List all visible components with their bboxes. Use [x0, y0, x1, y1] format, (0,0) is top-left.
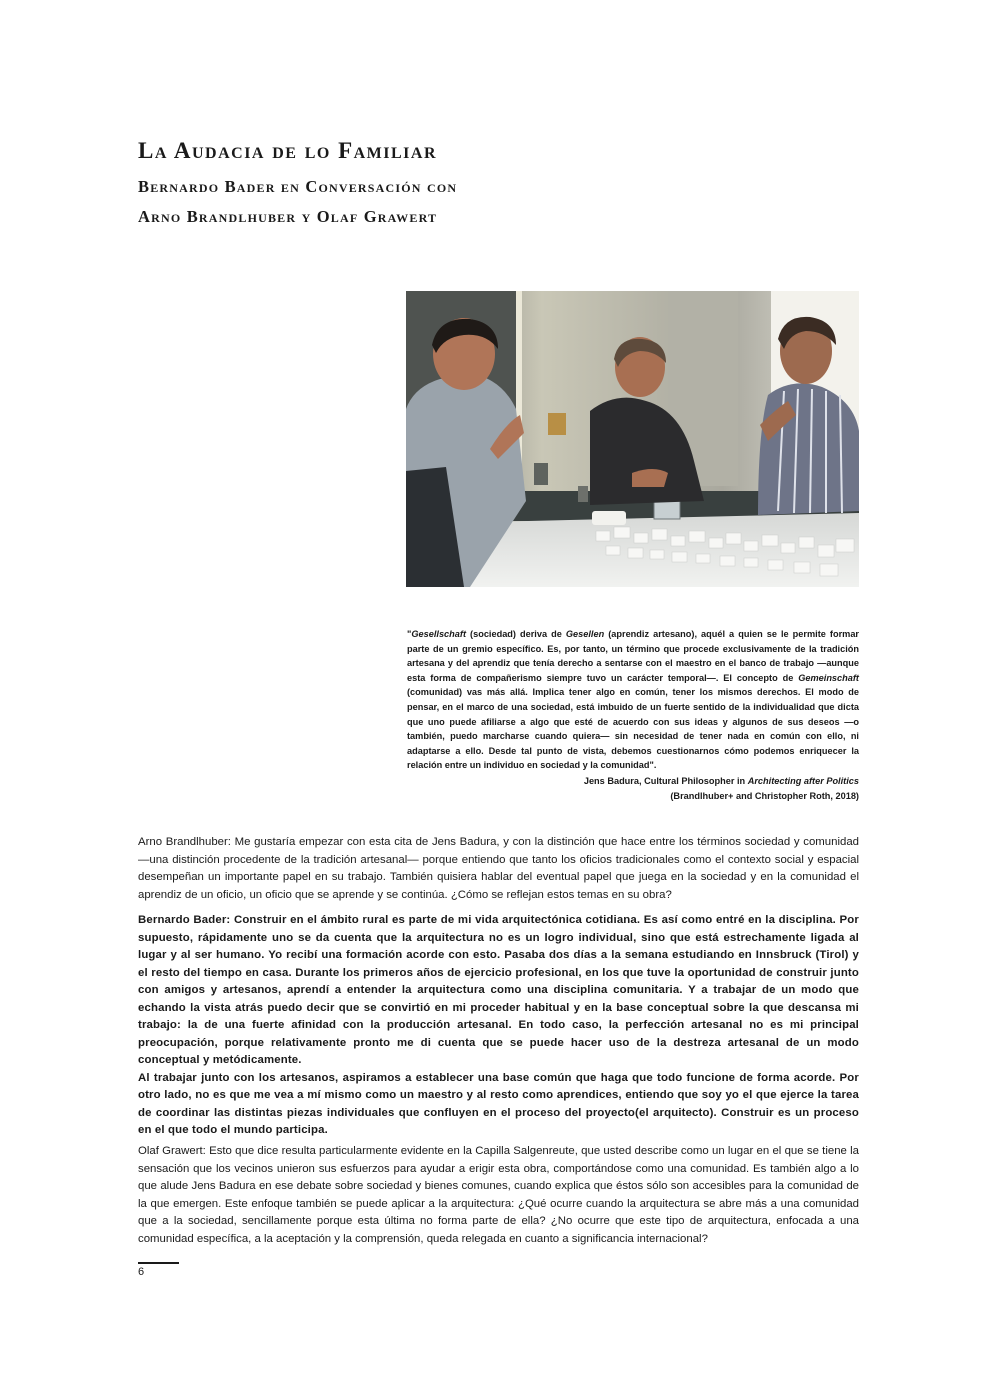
quote-segment: "	[407, 629, 412, 639]
quote-term-gemeinschaft: Gemeinschaft	[798, 672, 859, 683]
bader-answer-part-1: Bernardo Bader: Construir en el ámbito rural es parte de mi vida arquitectónica cotidiana. Es así como entré en la disciplina. Por supuesto, rápidamente uno se da cuenta que la arquitectura no es un logro individual, sino que está estrechamente ligada al lugar y al ser humano. Yo recibí una formación acorde con esto. Pasaba dos días a la semana estudiando en Innsbruck (Tirol) y el resto del tiempo en casa. Durante los primeros años de ejercicio profesional, en los que tuve la oportunidad de construir junto con amigos y artesanos, aprendí a entender la arquitectura como una disciplina comunitaria. Y a trabajar de un modo que echando la vista atrás puedo decir que se convirtió en mi proceder habitual y en la base conceptual sobre la que descansa mi trabajo: la de una fuerte afinidad con la producción artesanal. En todo caso, la perfección artesanal no es mi principal preocupación, porque relativamente pronto me di cuenta que se puede hacer uso de la destreza artesanal de un modo conceptual y metódicamente.	[138, 914, 859, 1066]
quote-term-gesellschaft: Gesellschaft	[411, 629, 466, 639]
footer-rule	[138, 1262, 179, 1264]
article-subtitle-line-1: Bernardo Bader en Conversación con	[138, 177, 458, 196]
interview-photo	[406, 291, 859, 587]
body-paragraph-grawert: Olaf Grawert: Esto que dice resulta particularmente evidente en la Capilla Salgenreute, que usted describe como un lugar en el que se tiene la sensación que los vecinos unieron sus esfuerzos para ayudar a erigir esta obra, comportándose como una comunidad. Es también algo a lo que alude Jens Badura en ese debate sobre sociedad y bienes comunes, cuando explica que éstos sólo son accesibles para la comunidad de la que emergen. Este enfoque también se puede aplicar a la arquitectura: ¿Qué ocurre cuando la arquitectura se abre más a una comunidad que a la sociedad, sencillamente porque esta última no forma parte de ella? ¿No ocurre que este tipo de arquitectura, enfocada a una comunidad específica, a la aceptación y la comprensión, queda relegada en cuanto a significancia internacional?	[138, 1145, 859, 1245]
quote-attribution	[584, 774, 859, 804]
body-paragraph-bader	[138, 912, 859, 1140]
quote-term-gesellen: Gesellen	[565, 629, 605, 639]
quote-segment: (sociedad) deriva de	[466, 629, 566, 639]
quote-segment: (comunidad) vas más allá. Implica tener algo en común, tener los mismos derechos. El modo de pensar, en el marco de una sociedad, está imbuido de un fuerte sentido de la individualidad que dicta que uno puede afiliarse a algo que esté de acuerdo con sus ideas y algunos de sus deseos —o también, puedo marcharse cuando quiera— sin necesidad de tener nada en común con ello, ni adaptarse a ello. Desde tal punto de vista, debemos cuestionarnos cómo podemos enriquecer la relación entre un individuo en sociedad y la comunidad".	[407, 687, 859, 771]
epigraph-quote	[407, 627, 859, 773]
attribution-book-title: Architecting after Politics	[747, 776, 859, 786]
attribution-line-1	[584, 774, 859, 789]
article-title: La Audacia de lo Familiar	[138, 138, 438, 163]
quote-segment: (aprendiz artesano), aquél a quien se le permite formar parte de un gremio específico. Es, por tanto, un término que procede exclusivamente de la tradición artesana y del aprendiz que tenía derecho a sentarse con el maestro en el banco de trabajo —aunque esta forma de compañerismo siempre tuvo un carácter temporal—. El concepto de	[407, 629, 859, 683]
attribution-line-2: (Brandlhuber+ and Christopher Roth, 2018)	[670, 791, 859, 801]
bader-answer-part-2: Al trabajar junto con los artesanos, aspiramos a establecer una base común que haga que todo funcione de forma acorde. Por otro lado, no es que me vea a mí mismo como un maestro y al resto como aprendices, entiendo que soy yo el que ejerce la tarea de coordinar las distintas piezas individuales que confluyen en el proceso del proyecto(el arquitecto). Construir es un proceso en el que todo el mundo participa.	[138, 1071, 859, 1136]
page-number: 6	[138, 1266, 145, 1278]
body-paragraph-brandlhuber: Arno Brandlhuber: Me gustaría empezar con esta cita de Jens Badura, y con la distinción que hace entre los términos sociedad y comunidad —una distinción procedente de la tradición artesanal— porque entiendo que tanto los oficios tradicionales como el contexto social y espacial desempeñan un importante papel en su trabajo. También quisiera hablar del eventual papel que juega en la sociedad y en la comunidad el aprendiz de un oficio, un oficio que se aprende y se continúa. ¿Cómo se reflejan estos temas en su obra?	[138, 836, 859, 901]
attribution-author: Jens Badura, Cultural Philosopher in	[583, 776, 748, 786]
article-subtitle-line-2: Arno Brandlhuber y Olaf Grawert	[138, 207, 438, 226]
